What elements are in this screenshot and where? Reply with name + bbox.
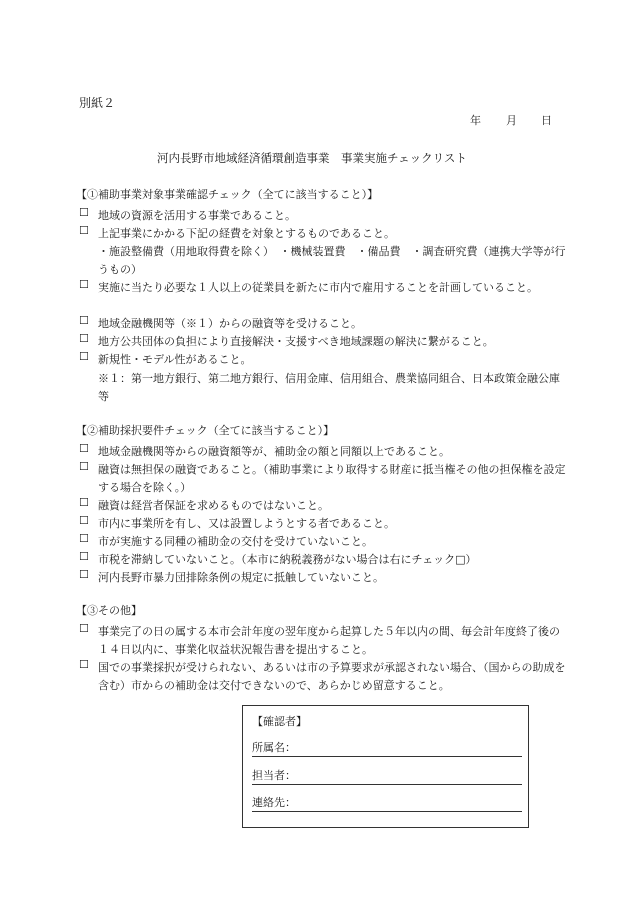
checkbox-icon[interactable]: ☐ [79,314,89,327]
section2-item [79,443,570,461]
date-day: 日 [541,114,552,127]
section2-item [79,515,570,533]
section1-item [79,279,570,315]
section1-item-text: 地方公共団体の負担により直接解決・支援すべき地域課題の解決に繋がること。 [98,335,494,348]
checkbox-icon[interactable]: ☐ [79,514,89,527]
checkbox-icon[interactable]: ☐ [79,332,89,345]
checkbox-icon[interactable]: ☐ [79,550,89,563]
checkbox-icon[interactable]: ☐ [79,224,89,237]
section3-item [79,659,570,695]
section3-item-text: 事業完了の日の属する本市会計年度の翌年度から起算した５年以内の間、毎会計年度終了後の１４日以内に、事業化収益状況報告書を提出すること。 [98,625,560,656]
attachment-label: 別紙２ [79,96,116,110]
checkbox-icon[interactable]: ☐ [79,442,89,455]
checkbox-icon[interactable]: ☐ [79,350,89,363]
section1-item [79,333,570,351]
section1-item [79,315,570,333]
section1-item-text: 実施に当たり必要な１人以上の従業員を新たに市内で雇用することを計画していること。 [98,281,538,294]
section2-item-text: 地域金融機関等からの融資額等が、補助金の額と同額以上であること。 [98,445,450,458]
confirmer-box [242,705,529,828]
section1-item-text: 地域金融機関等（※１）からの融資等を受けること。 [98,317,362,330]
section1-item [79,207,570,225]
section2-item-text: 融資は無担保の融資であること。（補助事業により取得する財産に抵当権その他の担保権を設定する場合を除く。） [98,463,566,494]
section2-item-text: 市税を滞納していないこと。（本市に納税義務がない場合は右にチェック□） [98,553,477,566]
footnote: ※１：第一地方銀行、第二地方銀行、信用金庫、信用組合、農業協同組合、日本政策金融公庫等 [98,372,560,403]
contact-input[interactable] [252,811,522,812]
confirmer-heading: 【確認者】 [252,715,307,728]
checkbox-icon[interactable]: ☐ [79,568,89,581]
section2-heading: 【②補助採択要件チェック（全てに該当すること）】 [76,424,335,437]
checkbox-icon[interactable]: ☐ [79,496,89,509]
section2-item-text: 融資は経営者保証を求めるものではないこと。 [98,499,329,512]
document-title: 河内長野市地域経済循環創造事業 事業実施チェックリスト [157,151,467,165]
checkbox-icon[interactable]: ☐ [79,532,89,545]
section2-item-text: 河内長野市暴力団排除条例の規定に抵触していないこと。 [98,571,384,584]
section2-item [79,569,570,587]
person-label: 担当者： [252,769,296,782]
date-month: 月 [506,114,517,127]
section2-item-text: 市が実施する同種の補助金の交付を受けていないこと。 [98,535,373,548]
section1-item [79,351,570,369]
section1-item-text: 地域の資源を活用する事業であること。 [98,209,296,222]
section2-item [79,533,570,551]
affiliation-input[interactable] [252,756,522,757]
contact-label: 連絡先： [252,796,296,809]
checkbox-icon[interactable]: ☐ [79,206,89,219]
section1-heading: 【①補助事業対象事業確認チェック（全てに該当すること）】 [76,188,379,201]
checkbox-icon[interactable]: ☐ [79,658,89,671]
section1-item-text: 上記事業にかかる下記の経費を対象とするものであること。 [98,227,395,240]
section1-item [79,225,570,243]
section2-item [79,497,570,515]
section1-item-text: 新規性・モデル性があること。 [98,353,252,366]
section3-item [79,623,570,659]
section3-heading: 【③その他】 [76,604,142,617]
person-input[interactable] [252,784,522,785]
section2-item-text: 市内に事業所を有し、又は設置しようとする者であること。 [98,517,395,530]
checkbox-icon[interactable]: ☐ [79,460,89,473]
expenses-note: ・施設整備費（用地取得費を除く） ・機械装置費 ・備品費 ・調査研究費（連携大学等が行うもの） [98,245,566,276]
checkbox-icon[interactable]: ☐ [79,622,89,635]
section3-item-text: 国での事業採択が受けられない、あるいは市の予算要求が承認されない場合、（国からの助成を含む）市からの補助金は交付できないので、あらかじめ留意すること。 [98,661,566,692]
section2-item [79,461,570,497]
section2-item [79,551,570,569]
date-year: 年 [470,114,481,127]
affiliation-label: 所属名： [252,741,296,754]
checkbox-icon[interactable]: ☐ [79,278,89,291]
